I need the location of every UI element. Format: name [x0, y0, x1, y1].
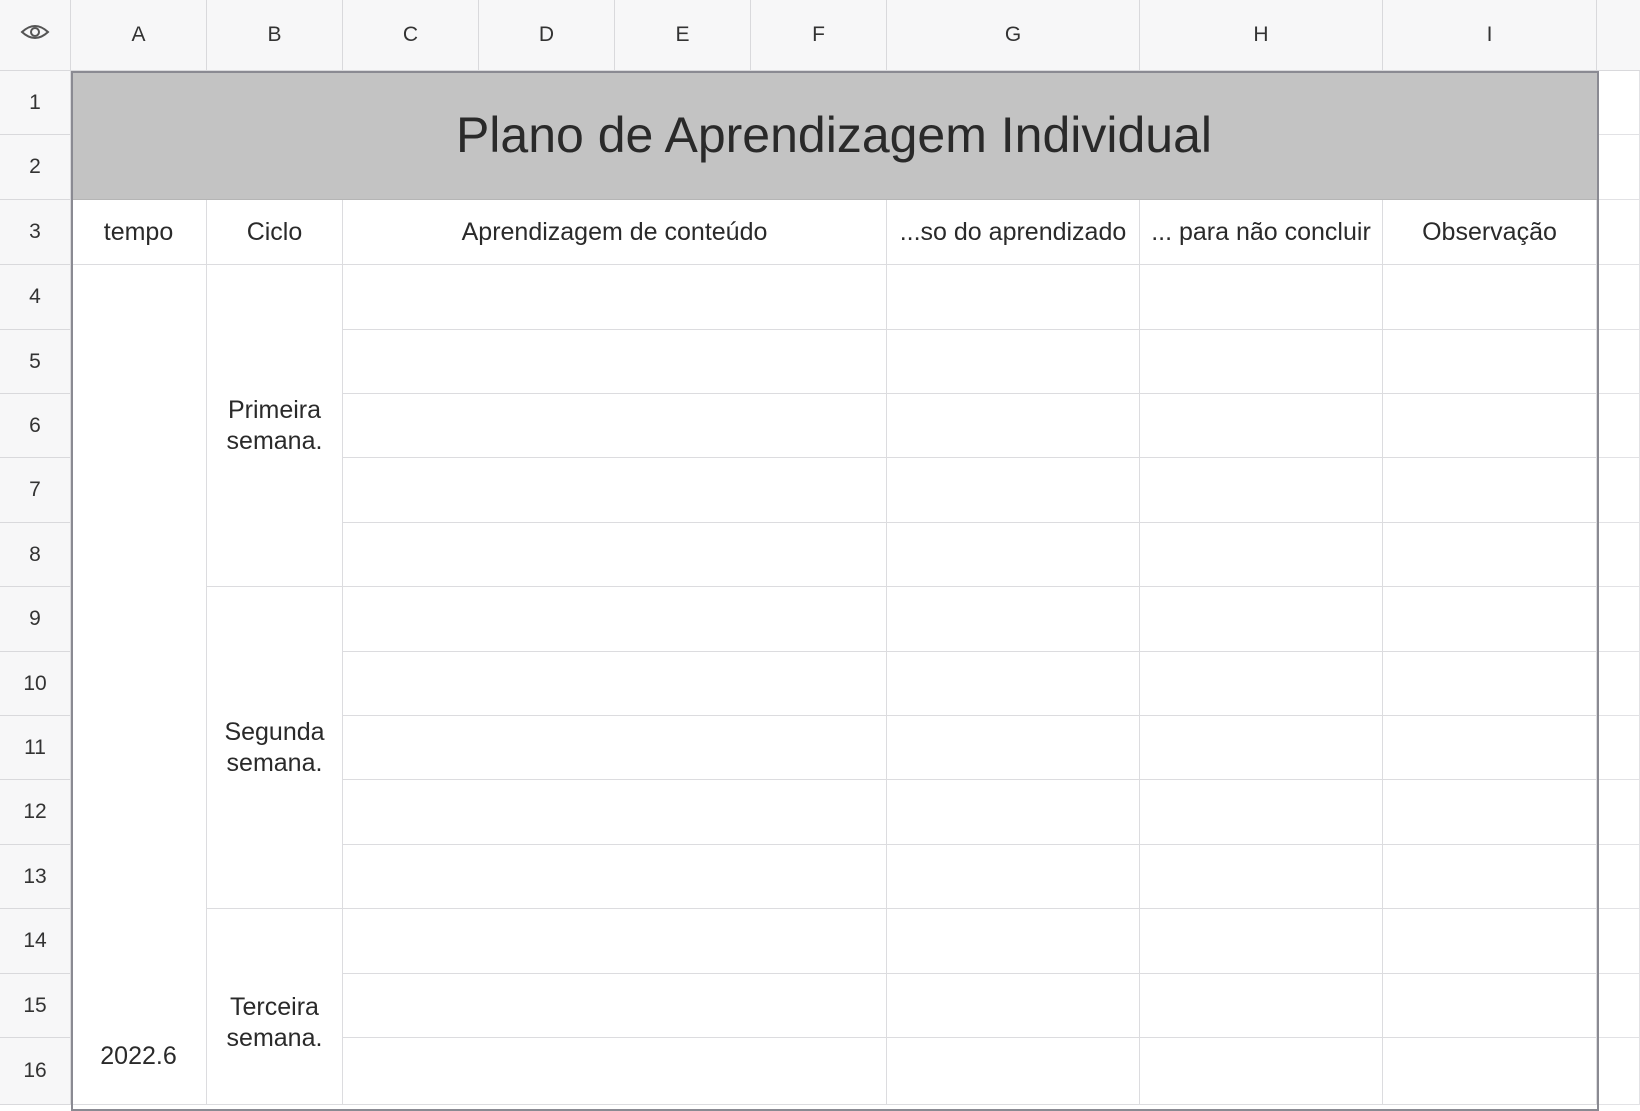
- cell-note-row9[interactable]: [1383, 587, 1597, 652]
- header-ciclo[interactable]: Ciclo: [207, 200, 343, 265]
- week-2-cell[interactable]: Segunda semana.: [207, 587, 343, 909]
- cell-reason-row13[interactable]: [1140, 845, 1383, 909]
- outside-cell-row10[interactable]: [1597, 652, 1640, 716]
- cell-reason-row11[interactable]: [1140, 716, 1383, 780]
- cell-note-row7[interactable]: [1383, 458, 1597, 523]
- cell-note-row12[interactable]: [1383, 780, 1597, 845]
- cell-progress-row6[interactable]: [887, 394, 1140, 458]
- cell-note-row4[interactable]: [1383, 265, 1597, 330]
- outside-cell-row1[interactable]: [1597, 71, 1640, 135]
- row-header-3[interactable]: 3: [0, 200, 71, 265]
- row-header-1[interactable]: 1: [0, 71, 71, 135]
- column-header-h[interactable]: H: [1140, 0, 1383, 71]
- outside-cell-row5[interactable]: [1597, 330, 1640, 394]
- cell-content-row7[interactable]: [343, 458, 887, 523]
- row-header-14[interactable]: 14: [0, 909, 71, 974]
- cell-content-row15[interactable]: [343, 974, 887, 1038]
- row-header-4[interactable]: 4: [0, 265, 71, 330]
- cell-note-row15[interactable]: [1383, 974, 1597, 1038]
- outside-cell-row11[interactable]: [1597, 716, 1640, 780]
- column-header-f[interactable]: F: [751, 0, 887, 71]
- column-header-c[interactable]: C: [343, 0, 479, 71]
- outside-cell-row16[interactable]: [1597, 1038, 1640, 1105]
- column-header-d[interactable]: D: [479, 0, 615, 71]
- header-observacao[interactable]: Observação: [1383, 200, 1597, 265]
- row-header-9[interactable]: 9: [0, 587, 71, 652]
- column-header-g[interactable]: G: [887, 0, 1140, 71]
- cell-content-row14[interactable]: [343, 909, 887, 974]
- row-header-13[interactable]: 13: [0, 845, 71, 909]
- cell-progress-row5[interactable]: [887, 330, 1140, 394]
- cell-progress-row13[interactable]: [887, 845, 1140, 909]
- cell-progress-row11[interactable]: [887, 716, 1140, 780]
- cell-content-row13[interactable]: [343, 845, 887, 909]
- cell-note-row10[interactable]: [1383, 652, 1597, 716]
- week-3-cell[interactable]: Terceira semana.: [207, 909, 343, 1105]
- row-header-12[interactable]: 12: [0, 780, 71, 845]
- cell-content-row10[interactable]: [343, 652, 887, 716]
- tempo-cell[interactable]: [71, 265, 207, 1105]
- outside-cell-row14[interactable]: [1597, 909, 1640, 974]
- header-aprendizagem[interactable]: Aprendizagem de conteúdo: [343, 200, 887, 265]
- cell-reason-row12[interactable]: [1140, 780, 1383, 845]
- tempo-value: 2022.6: [100, 1042, 177, 1070]
- row-header-6[interactable]: 6: [0, 394, 71, 458]
- column-header-e[interactable]: E: [615, 0, 751, 71]
- cell-reason-row15[interactable]: [1140, 974, 1383, 1038]
- cell-content-row8[interactable]: [343, 523, 887, 587]
- outside-cell-row2[interactable]: [1597, 135, 1640, 200]
- cell-note-row8[interactable]: [1383, 523, 1597, 587]
- row-header-7[interactable]: 7: [0, 458, 71, 523]
- cell-progress-row15[interactable]: [887, 974, 1140, 1038]
- cell-note-row13[interactable]: [1383, 845, 1597, 909]
- outside-cell-row13[interactable]: [1597, 845, 1640, 909]
- cell-progress-row8[interactable]: [887, 523, 1140, 587]
- cell-content-row5[interactable]: [343, 330, 887, 394]
- cell-content-row9[interactable]: [343, 587, 887, 652]
- week-1-cell[interactable]: Primeira semana.: [207, 265, 343, 587]
- cell-progress-row9[interactable]: [887, 587, 1140, 652]
- column-header-i[interactable]: I: [1383, 0, 1597, 71]
- outside-cell-row8[interactable]: [1597, 523, 1640, 587]
- cell-content-row4[interactable]: [343, 265, 887, 330]
- header-progresso[interactable]: ...so do aprendizado: [887, 200, 1140, 265]
- cell-content-row11[interactable]: [343, 716, 887, 780]
- eye-icon[interactable]: [20, 22, 50, 48]
- cell-reason-row16[interactable]: [1140, 1038, 1383, 1105]
- cell-reason-row8[interactable]: [1140, 523, 1383, 587]
- select-all-corner[interactable]: [0, 0, 71, 71]
- column-header-extra[interactable]: [1597, 0, 1640, 71]
- cell-progress-row4[interactable]: [887, 265, 1140, 330]
- cell-progress-row7[interactable]: [887, 458, 1140, 523]
- cell-reason-row7[interactable]: [1140, 458, 1383, 523]
- outside-cell-row7[interactable]: [1597, 458, 1640, 523]
- column-header-a[interactable]: A: [71, 0, 207, 71]
- cell-progress-row16[interactable]: [887, 1038, 1140, 1105]
- cell-content-row12[interactable]: [343, 780, 887, 845]
- cell-progress-row12[interactable]: [887, 780, 1140, 845]
- column-header-b[interactable]: B: [207, 0, 343, 71]
- cell-reason-row9[interactable]: [1140, 587, 1383, 652]
- cell-reason-row6[interactable]: [1140, 394, 1383, 458]
- row-header-15[interactable]: 15: [0, 974, 71, 1038]
- cell-reason-row5[interactable]: [1140, 330, 1383, 394]
- row-header-5[interactable]: 5: [0, 330, 71, 394]
- cell-note-row11[interactable]: [1383, 716, 1597, 780]
- row-header-16[interactable]: 16: [0, 1038, 71, 1105]
- outside-cell-row12[interactable]: [1597, 780, 1640, 845]
- row-header-8[interactable]: 8: [0, 523, 71, 587]
- row-header-10[interactable]: 10: [0, 652, 71, 716]
- row-header-2[interactable]: 2: [0, 135, 71, 200]
- sheet-title[interactable]: Plano de Aprendizagem Individual: [71, 71, 1597, 200]
- cell-note-row6[interactable]: [1383, 394, 1597, 458]
- outside-cell-row4[interactable]: [1597, 265, 1640, 330]
- cell-reason-row4[interactable]: [1140, 265, 1383, 330]
- cell-note-row14[interactable]: [1383, 909, 1597, 974]
- cell-note-row5[interactable]: [1383, 330, 1597, 394]
- cell-progress-row14[interactable]: [887, 909, 1140, 974]
- cell-content-row6[interactable]: [343, 394, 887, 458]
- cell-progress-row10[interactable]: [887, 652, 1140, 716]
- outside-cell-row9[interactable]: [1597, 587, 1640, 652]
- cell-reason-row10[interactable]: [1140, 652, 1383, 716]
- header-motivo[interactable]: ... para não concluir: [1140, 200, 1383, 265]
- cell-note-row16[interactable]: [1383, 1038, 1597, 1105]
- outside-cell-row3[interactable]: [1597, 200, 1640, 265]
- row-header-11[interactable]: 11: [0, 716, 71, 780]
- header-tempo[interactable]: tempo: [71, 200, 207, 265]
- outside-cell-row15[interactable]: [1597, 974, 1640, 1038]
- cell-reason-row14[interactable]: [1140, 909, 1383, 974]
- cell-content-row16[interactable]: [343, 1038, 887, 1105]
- outside-cell-row6[interactable]: [1597, 394, 1640, 458]
